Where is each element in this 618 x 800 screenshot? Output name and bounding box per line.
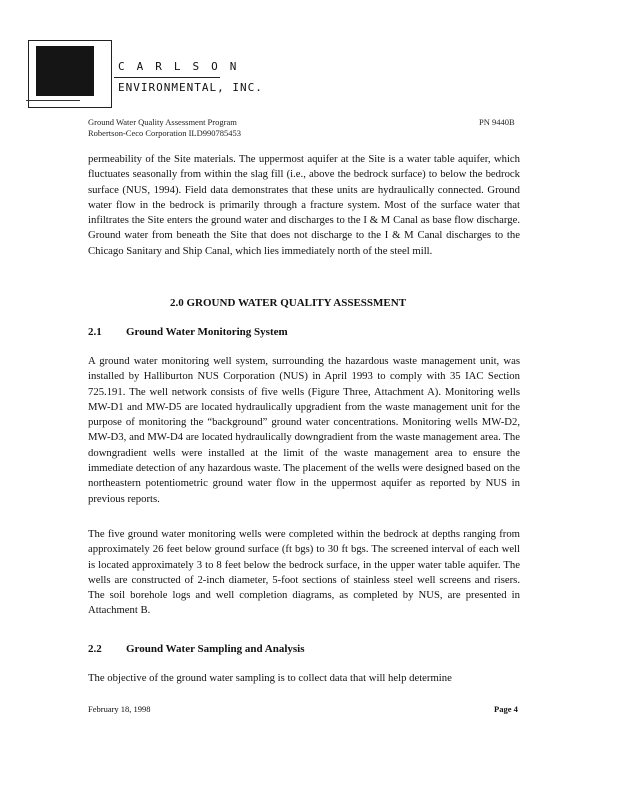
header-program: Ground Water Quality Assessment Program bbox=[88, 117, 237, 127]
subsection-2-1-title: Ground Water Monitoring System bbox=[126, 326, 288, 338]
subsection-2-1-number: 2.1 bbox=[88, 326, 102, 338]
intro-paragraph: permeability of the Site materials. The uppermost aquifer at the Site is a water table aquifer, which fluctuates seasonally from within the slag fill (i.e., above the bedrock surface) to below the bedrock surface (NUS, 1994). Field data demonstrates that these units are hydraulically connected. Ground water flow in the bedrock is primarily through a fracture system. Most of the surface water that infiltrates the Site enters the ground water and discharges to the I & M Canal as base flow discharge. Ground water from beneath the Site that does not discharge to the I & M Canal discharges to the Chicago Sanitary and Ship Canal, which lies immediately north of the steel mill. bbox=[88, 153, 520, 257]
logo-black-block bbox=[36, 46, 94, 96]
footer-date: February 18, 1998 bbox=[88, 704, 151, 714]
subsection-2-2-number: 2.2 bbox=[88, 643, 102, 655]
monitoring-paragraph-1: A ground water monitoring well system, surrounding the hazardous waste management unit, was installed by Halliburton NUS Corporation (NUS) in April 1993 to comply with 35 IAC Section 725.191. The well network consists of five wells (Figure Three, Attachment A). Monitoring wells MW-D1 and MW-D5 are located hydraulically upgradient from the waste management unit for the purpose of monitoring the “background” ground water concentrations. Monitoring wells MW-D2, MW-D3, and MW-D4 are located hydraulically downgradient from the waste management area. The downgradient wells were installed at the limit of the waste management area to ensure the immediate detection of any hazardous waste. The placement of the wells were designed based on the northeastern potentiometric ground water flow in the uppermost aquifer as reported by NUS in previous reports. bbox=[88, 355, 520, 505]
subsection-2-2-title: Ground Water Sampling and Analysis bbox=[126, 643, 305, 655]
footer-page-number: Page 4 bbox=[494, 704, 518, 714]
header-corporation: Robertson-Ceco Corporation ILD990785453 bbox=[88, 128, 241, 138]
section-title: 2.0 GROUND WATER QUALITY ASSESSMENT bbox=[170, 297, 407, 309]
company-logo-frame bbox=[28, 40, 112, 108]
sampling-paragraph-1: The objective of the ground water sampling is to collect data that will help determine bbox=[88, 672, 452, 684]
logo-underline bbox=[26, 100, 80, 101]
company-name-line1: CARLSON bbox=[118, 60, 249, 73]
monitoring-paragraph-2: The five ground water monitoring wells were completed within the bedrock at depths ranging from approximately 26 feet below ground surface (ft bgs) to 30 ft bgs. The screened interval of each well is located approximately 3 to 8 feet below the bedrock surface, in the upper water table aquifer. The wells are constructed of 2-inch diameter, 5-foot sections of stainless steel well screens and risers. The soil borehole logs and well completion diagrams, as completed by NUS, are presented in Attachment B. bbox=[88, 528, 520, 617]
company-name-divider bbox=[114, 77, 220, 78]
company-name-line2: ENVIRONMENTAL, INC. bbox=[118, 81, 263, 94]
header-project-number: PN 9440B bbox=[479, 117, 515, 127]
